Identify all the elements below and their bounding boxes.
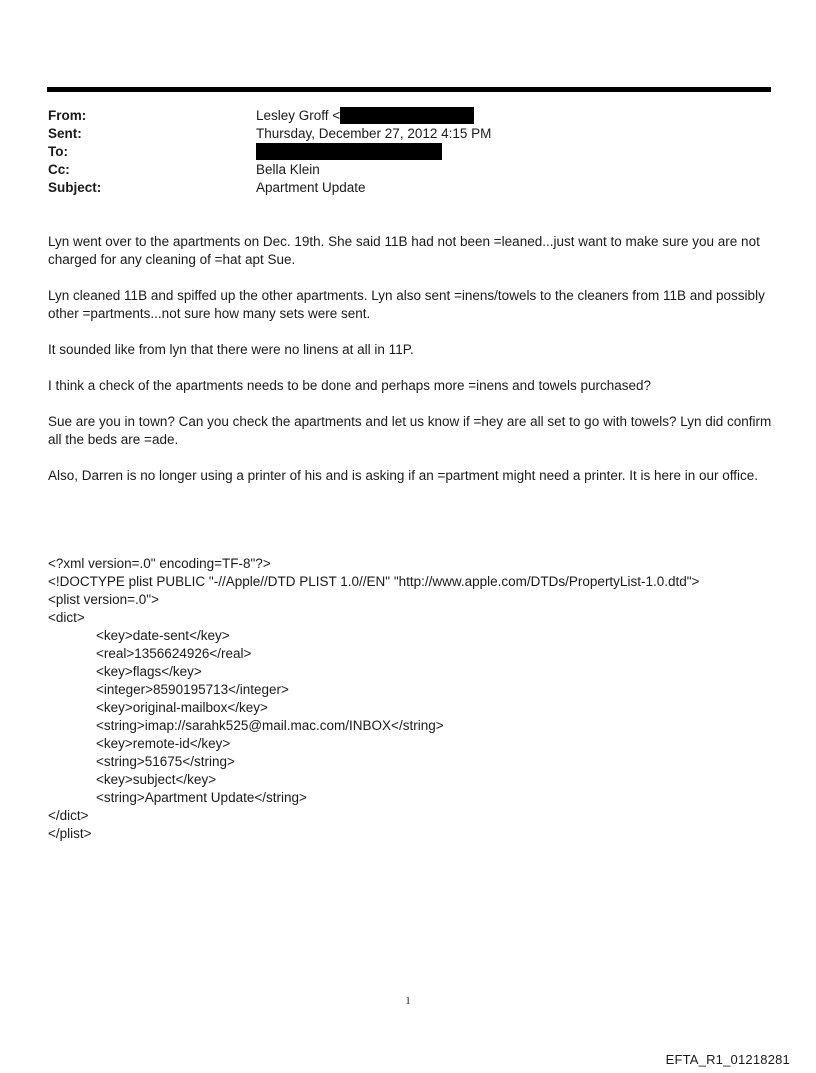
redaction-from-email (340, 107, 474, 124)
xml-line: <string>Apartment Update</string> (96, 790, 307, 805)
cc-label: Cc: (48, 162, 70, 177)
plist-xml-block (48, 555, 699, 843)
xml-line: <key>subject</key> (96, 772, 217, 787)
xml-line: <plist version=.0"> (48, 592, 159, 607)
body-paragraph: Also, Darren is no longer using a printer of his and is asking if an =partment might need a printer. It is here in our office. (48, 468, 759, 483)
body-paragraph: I think a check of the apartments needs to be done and perhaps more =inens and towels purchased? (48, 378, 652, 393)
xml-line: <key>original-mailbox</key> (96, 700, 268, 715)
xml-line: </plist> (48, 826, 92, 841)
xml-line: <dict> (48, 610, 85, 625)
xml-line: <string>51675</string> (96, 754, 235, 769)
sent-label: Sent: (48, 126, 82, 141)
email-body (48, 233, 773, 503)
body-paragraph: It sounded like from lyn that there were no linens at all in 11P. (48, 342, 414, 357)
cc-value: Bella Klein (256, 162, 320, 177)
xml-line: <string>imap://sarahk525@mail.mac.com/INBOX</string> (96, 718, 444, 733)
xml-line: <key>remote-id</key> (96, 736, 231, 751)
redaction-to-recipient (256, 143, 442, 160)
xml-line: <!DOCTYPE plist PUBLIC "-//Apple//DTD PLIST 1.0//EN" "http://www.apple.com/DTDs/PropertyList-1.0.dtd"> (48, 574, 700, 589)
xml-line: <key>flags</key> (96, 664, 202, 679)
page-number: 1 (405, 995, 411, 1007)
xml-line: <?xml version=.0" encoding=TF-8"?> (48, 556, 271, 571)
xml-line: </dict> (48, 808, 89, 823)
from-value: Lesley Groff < (256, 108, 341, 123)
header-rule (47, 87, 771, 92)
sent-value: Thursday, December 27, 2012 4:15 PM (256, 126, 492, 141)
xml-line: <real>1356624926</real> (96, 646, 252, 661)
body-paragraph: Sue are you in town? Can you check the apartments and let us know if =hey are all set to go with towels? Lyn did confirm all the beds are =ade. (48, 414, 772, 447)
from-label: From: (48, 108, 87, 123)
to-label: To: (48, 144, 68, 159)
body-paragraph: Lyn went over to the apartments on Dec. 19th. She said 11B had not been =leaned...just want to make sure you are not charged for any cleaning of =hat apt Sue. (48, 234, 760, 267)
body-paragraph: Lyn cleaned 11B and spiffed up the other apartments. Lyn also sent =inens/towels to the cleaners from 11B and possibly other =partments...not sure how many sets were sent. (48, 288, 765, 321)
xml-line: <integer>8590195713</integer> (96, 682, 289, 697)
subject-value: Apartment Update (256, 180, 366, 195)
subject-label: Subject: (48, 180, 102, 195)
xml-line: <key>date-sent</key> (96, 628, 230, 643)
document-id: EFTA_R1_01218281 (665, 1052, 790, 1067)
